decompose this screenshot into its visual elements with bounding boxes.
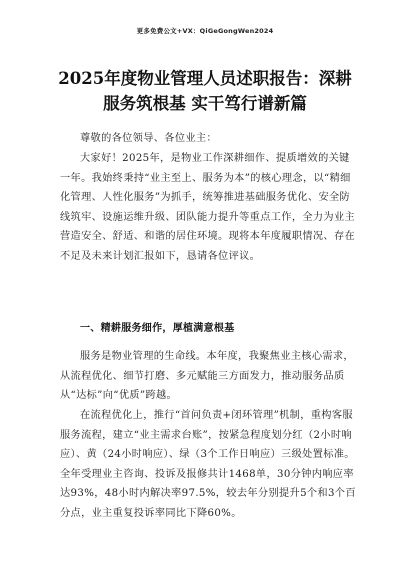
salutation-block — [60, 129, 360, 149]
section1-paragraph-1-block — [60, 347, 360, 406]
header-note: 更多免费公文+VX：QiGeGongWen2024 — [136, 27, 274, 35]
document-title-line-1: 2025年度物业管理人员述职报告：深耕 — [58, 69, 352, 88]
salutation: 尊敬的各位领导、各位业主： — [80, 133, 217, 144]
intro-paragraph: 大家好！2025年，是物业工作深耕细作、提质增效的关键一年。我始终秉持“业主至上、服务为本”的核心理念，以“精细化管理、人性化服务”为抓手，统筹推进基础服务优化、安全防线筑牢、设施运维升级、团队能力提升等重点工作，全力为业主营造安全、舒适、和谐的居住环境。现将本年度履职情况、存在不足及未来计划汇报如下，恳请各位评议。 — [60, 153, 356, 262]
section1-paragraph-2: 在流程优化上，推行“首问负责+闭环管理”机制，重构客服服务流程，建立“业主需求台账”，按紧急程度划分红（2小时响应）、黄（24小时响应）、绿（3个工作日响应）三级处置标准。全年受理业主咨询、投诉及报修共计1468单，30分钟内响应率达93%，48小时内解决率97.5%，较去年分别提升5个和3个百分点，业主重复投诉率同比下降60%。 — [60, 410, 356, 519]
section1-paragraph-1: 服务是物业管理的生命线。本年度，我聚焦业主核心需求，从流程优化、细节打磨、多元赋能三方面发力，推动服务品质从“达标”向“优质”跨越。 — [60, 351, 354, 402]
document-title — [40, 66, 370, 116]
section1-paragraph-2-block — [60, 406, 360, 524]
section-heading-1: 一、精耕服务细作，厚植满意根基 — [80, 323, 235, 334]
document-title-line-2: 服务筑根基 实干笃行谱新篇 — [103, 94, 307, 113]
intro-block — [60, 149, 360, 267]
